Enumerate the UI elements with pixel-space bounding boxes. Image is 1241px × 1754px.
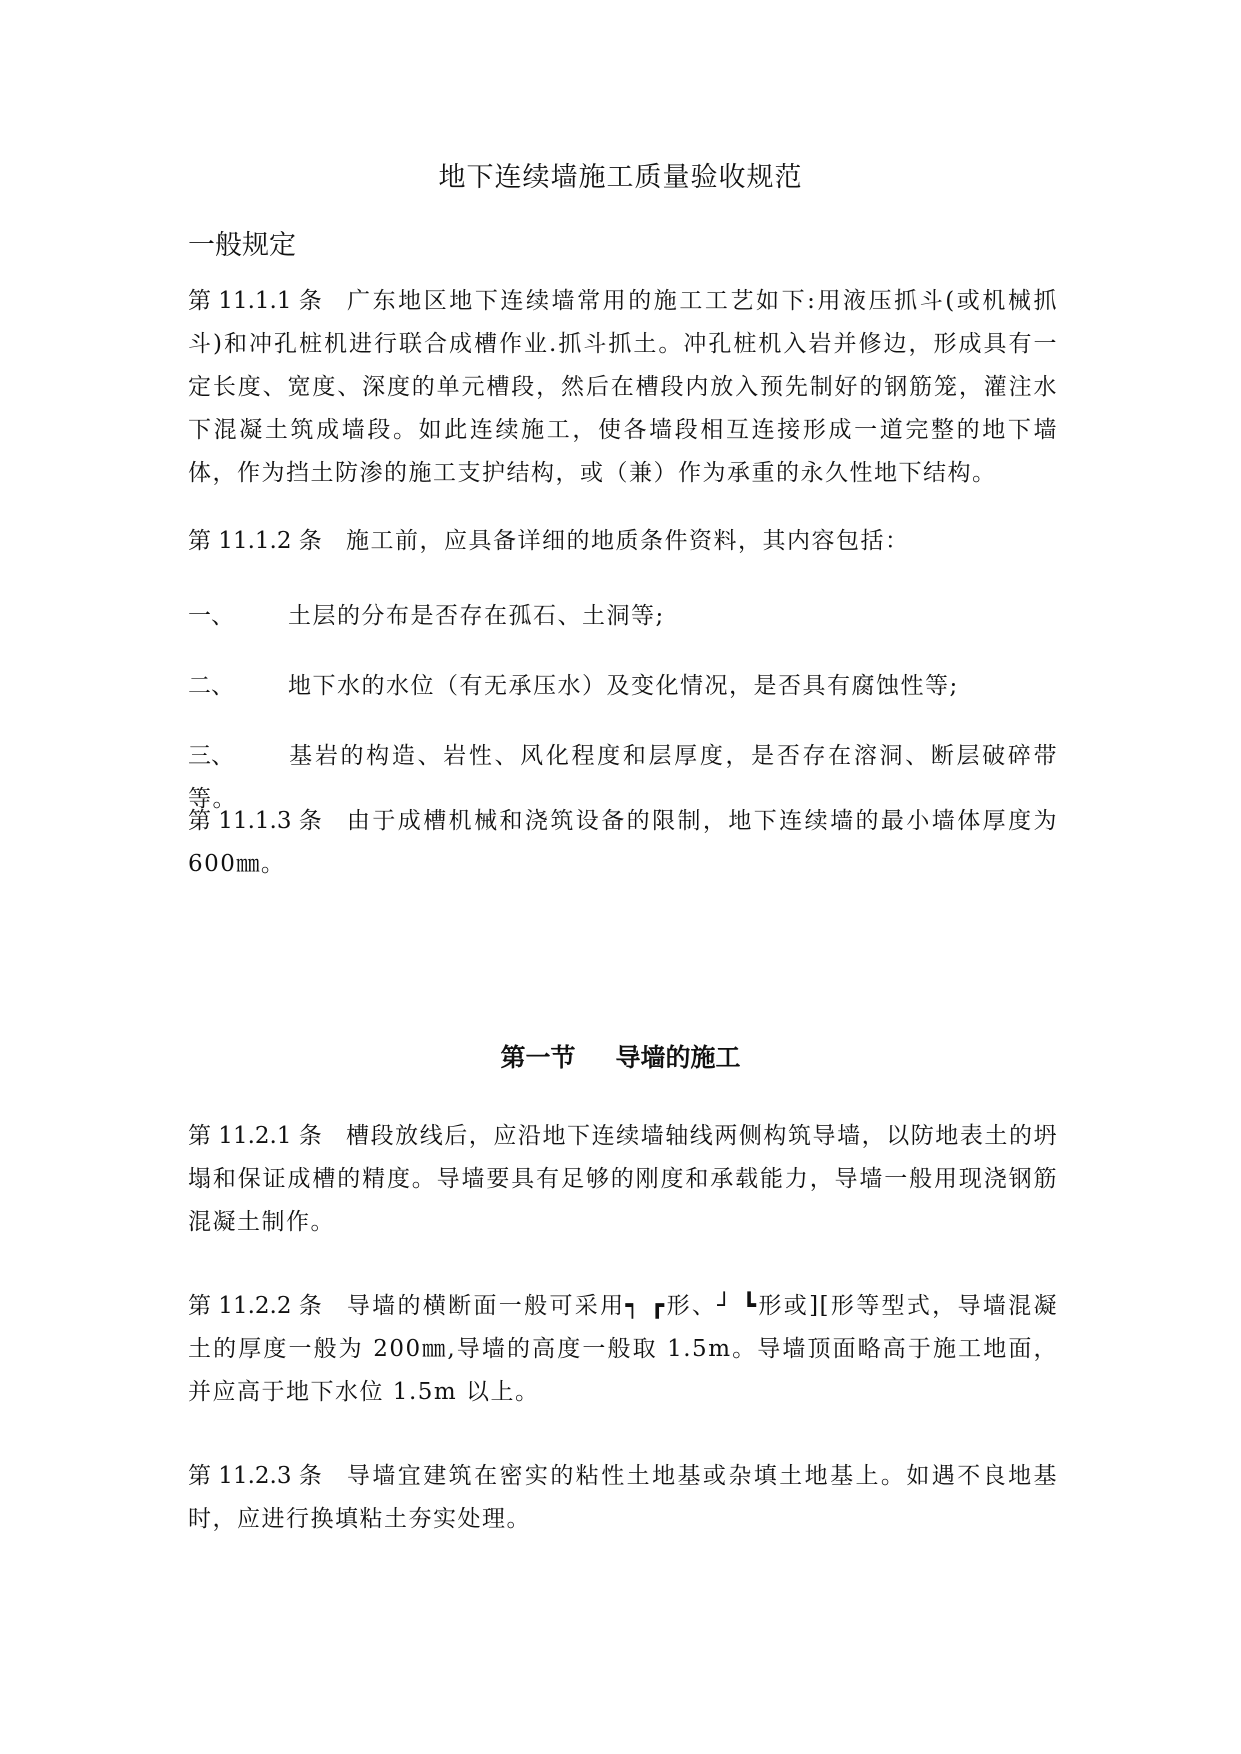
subsection-heading [0,1040,1241,1076]
document-title: 地下连续墙施工质量验收规范 [438,162,803,193]
list-item-number: 一、 [188,603,234,629]
article-11-2-2 [188,1285,1058,1414]
article-number: 第 11.1.1 条 [188,288,322,314]
subsection-label: 第一节 [500,1043,576,1072]
list-item-number: 三、 [188,743,234,769]
article-11-2-3 [188,1455,1058,1541]
article-text: 施工前，应具备详细的地质条件资料，其内容包括： [346,528,910,554]
article-11-2-1 [188,1115,1058,1244]
article-11-1-3 [188,800,1058,886]
article-11-1-1 [188,280,1058,495]
list-item [188,665,1058,708]
subsection-title: 导墙的施工 [615,1043,741,1072]
article-text: 槽段放线后，应沿地下连续墙轴线两侧构筑导墙，以防地表土的坍塌和保证成槽的精度。导墙要具有足够的刚度和承载能力，导墙一般用现浇钢筋混凝土制作。 [188,1123,1058,1235]
list-item-text: 土层的分布是否存在孤石、土洞等; [288,603,665,629]
article-text: 导墙宜建筑在密实的粘性土地基或杂填土地基上。如遇不良地基时，应进行换填粘土夯实处理。 [188,1463,1058,1532]
article-11-1-2 [188,520,1058,563]
article-number: 第 11.2.2 条 [188,1293,322,1319]
article-number: 第 11.2.3 条 [188,1463,322,1489]
list-item [188,595,1058,638]
article-number: 第 11.2.1 条 [188,1123,322,1149]
section-heading: 一般规定 [188,230,296,261]
article-number: 第 11.1.2 条 [188,528,322,554]
article-text: 导墙的横断面一般可采用┑ ┏形、┘ ┗形或][形等型式，导墙混凝土的厚度一般为 200㎜,导墙的高度一般取 1.5m。导墙顶面略高于施工地面，并应高于地下水位 1.5m 以上。 [188,1293,1058,1405]
article-text: 由于成槽机械和浇筑设备的限制，地下连续墙的最小墙体厚度为 600㎜。 [188,808,1058,877]
article-text: 广东地区地下连续墙常用的施工工艺如下:用液压抓斗(或机械抓斗)和冲孔桩机进行联合成槽作业.抓斗抓土。冲孔桩机入岩并修边，形成具有一定长度、宽度、深度的单元槽段，然后在槽段内放入预先制好的钢筋笼，灌注水下混凝土筑成墙段。如此连续施工，使各墙段相互连接形成一道完整的地下墙体，作为挡土防渗的施工支护结构，或（兼）作为承重的永久性地下结构。 [188,288,1058,486]
list-item-number: 二、 [188,673,234,699]
article-number: 第 11.1.3 条 [188,808,322,834]
list-item-text: 基岩的构造、岩性、风化程度和层厚度，是否存在溶洞、断层破碎带等。 [188,743,1058,812]
list-item-text: 地下水的水位（有无承压水）及变化情况，是否具有腐蚀性等; [288,673,959,699]
